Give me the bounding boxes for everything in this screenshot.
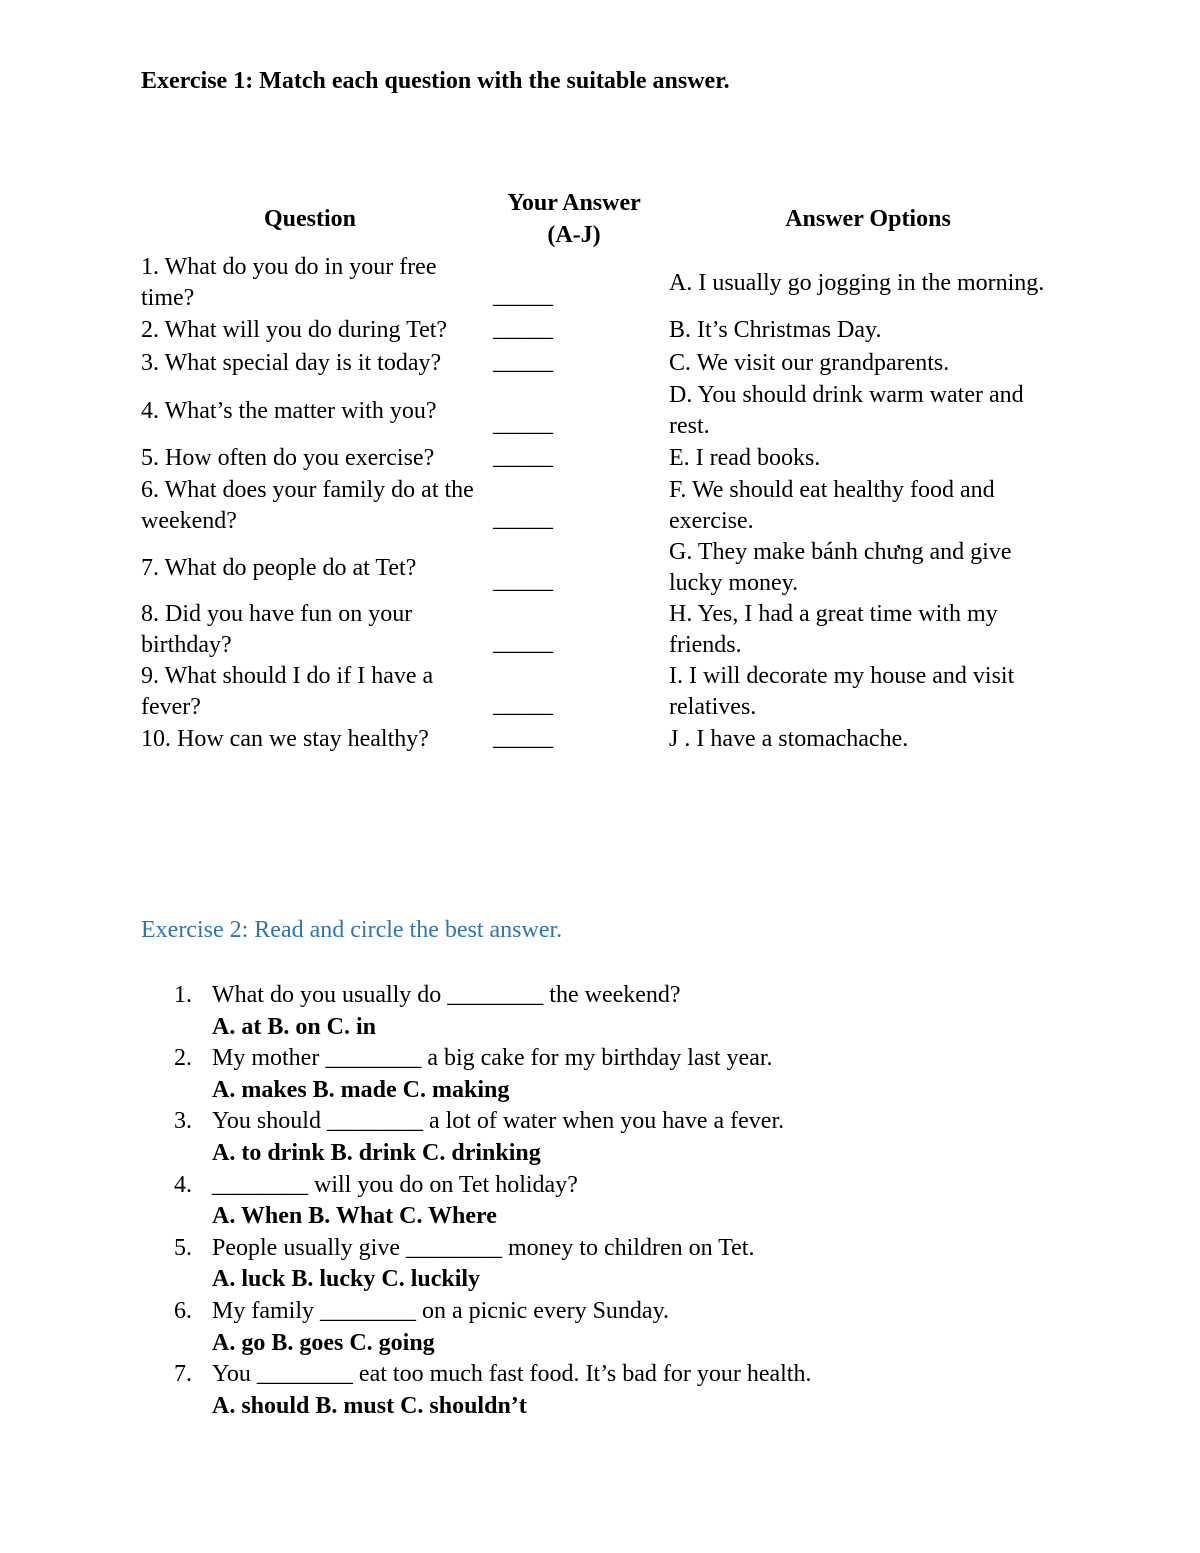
answer-choices[interactable]: A. go B. goes C. going <box>212 1329 435 1356</box>
answer-choices[interactable]: A. luck B. lucky C. luckily <box>212 1266 481 1293</box>
question-cell: 3. What special day is it today? <box>141 350 442 376</box>
answer-choices[interactable]: A. should B. must C. shouldn’t <box>212 1392 527 1419</box>
question-text: My mother ________ a big cake for my birthday last year. <box>212 1045 773 1072</box>
question-text: You ________ eat too much fast food. It’s bad for your health. <box>212 1361 812 1388</box>
multiple-choice-list <box>174 980 1112 1422</box>
item-number: 4. <box>174 1171 192 1198</box>
list-item <box>174 980 1112 1043</box>
question-cell: 2. What will you do during Tet? <box>141 317 448 343</box>
question-cell: 5. How often do you exercise? <box>141 445 435 471</box>
list-item <box>174 1043 1112 1106</box>
answer-choices[interactable]: A. When B. What C. Where <box>212 1203 497 1230</box>
list-item <box>174 1233 1112 1296</box>
question-cell: 9. What should I do if I have a fever? <box>141 663 434 720</box>
answer-blank[interactable]: _____ <box>493 316 553 342</box>
item-number: 5. <box>174 1234 192 1261</box>
item-number: 3. <box>174 1108 192 1135</box>
question-text: You should ________ a lot of water when you have a fever. <box>212 1108 785 1135</box>
answer-blank[interactable]: _____ <box>493 283 553 309</box>
table-row <box>134 347 1074 380</box>
answer-blank[interactable]: _____ <box>493 568 553 594</box>
header-your-answer-line2: (A-J) <box>547 222 601 248</box>
option-cell: J . I have a stomachache. <box>669 726 909 752</box>
option-cell: B. It’s Christmas Day. <box>669 317 882 343</box>
option-cell: C. We visit our grandparents. <box>669 350 950 376</box>
option-cell: G. They make bánh chưng and give lucky money. <box>669 539 1012 596</box>
matching-table <box>134 186 1074 756</box>
item-number: 2. <box>174 1045 192 1072</box>
header-your-answer-line1: Your Answer <box>507 190 641 216</box>
item-number: 1. <box>174 982 192 1008</box>
question-text: People usually give ________ money to children on Tet. <box>212 1234 755 1261</box>
table-row <box>134 442 1074 475</box>
question-cell: 7. What do people do at Tet? <box>141 554 417 581</box>
question-text: What do you usually do ________ the weekend? <box>212 982 681 1008</box>
header-your-answer <box>486 186 662 252</box>
question-cell: 10. How can we stay healthy? <box>141 726 429 752</box>
table-row <box>134 380 1074 442</box>
option-cell: D. You should drink warm water and rest. <box>669 382 1024 439</box>
question-cell: 1. What do you do in your free time? <box>141 254 437 311</box>
exercise-2-title: Exercise 2: Read and circle the best answer. <box>141 917 563 943</box>
table-row <box>134 475 1074 537</box>
answer-blank[interactable]: _____ <box>493 630 553 656</box>
table-row <box>134 723 1074 756</box>
answer-blank[interactable]: _____ <box>493 349 553 375</box>
question-cell: 6. What does your family do at the weekend? <box>141 477 474 534</box>
table-row <box>134 537 1074 599</box>
list-item <box>174 1296 1112 1359</box>
exercise-1-title: Exercise 1: Match each question with the suitable answer. <box>141 68 730 94</box>
answer-blank[interactable]: _____ <box>493 444 553 470</box>
table-row <box>134 314 1074 347</box>
table-header-row <box>134 186 1074 252</box>
question-text: ________ will you do on Tet holiday? <box>212 1171 578 1198</box>
option-cell: F. We should eat healthy food and exercise. <box>669 477 995 534</box>
option-cell: I. I will decorate my house and visit relatives. <box>669 663 1015 720</box>
option-cell: E. I read books. <box>669 445 821 471</box>
item-number: 6. <box>174 1297 192 1324</box>
option-cell: A. I usually go jogging in the morning. <box>669 269 1045 296</box>
list-item <box>174 1106 1112 1169</box>
answer-blank[interactable]: _____ <box>493 506 553 532</box>
table-row <box>134 661 1074 723</box>
header-question: Question <box>263 206 356 232</box>
answer-blank[interactable]: _____ <box>493 411 553 437</box>
option-cell: H. Yes, I had a great time with my friends. <box>669 601 998 658</box>
answer-choices[interactable]: A. at B. on C. in <box>212 1013 377 1040</box>
answer-blank[interactable]: _____ <box>493 692 553 718</box>
question-cell: 4. What’s the matter with you? <box>141 397 437 424</box>
answer-choices[interactable]: A. to drink B. drink C. drinking <box>212 1139 541 1166</box>
list-item <box>174 1359 1112 1422</box>
list-item <box>174 1170 1112 1233</box>
header-answer-options: Answer Options <box>785 206 951 232</box>
item-number: 7. <box>174 1361 192 1388</box>
question-text: My family ________ on a picnic every Sunday. <box>212 1297 670 1324</box>
table-row <box>134 599 1074 661</box>
answer-choices[interactable]: A. makes B. made C. making <box>212 1076 510 1103</box>
answer-blank[interactable]: _____ <box>493 725 553 751</box>
question-cell: 8. Did you have fun on your birthday? <box>141 601 413 658</box>
table-row <box>134 252 1074 314</box>
